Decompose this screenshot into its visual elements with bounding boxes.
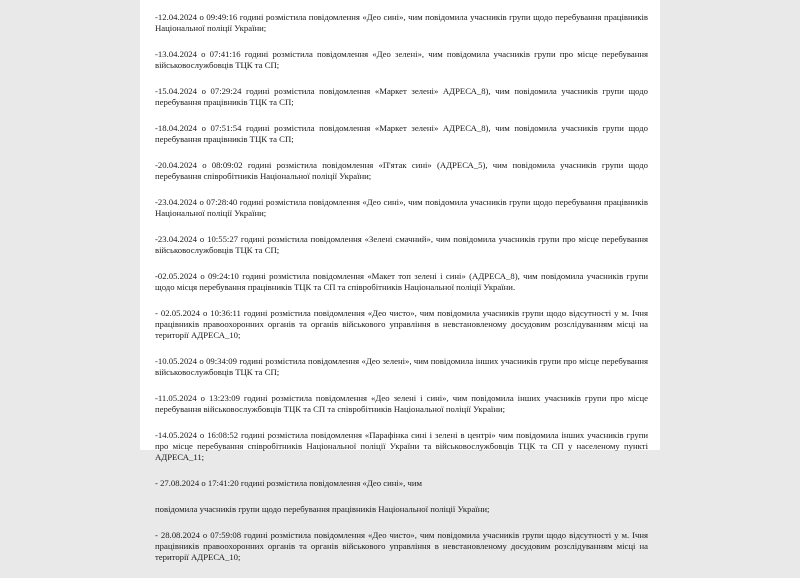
paragraph-12: -14.05.2024 о 16:08:52 годині розмістила повідомлення «Парафінка сині і зелені в центрі» чим повідомила інших учасників групи про місце перебування співробітників Національної поліції України та військовослужбовців ТЦК та СП у населеному пункті АДРЕСА_11;: [155, 430, 648, 462]
paragraph-2: -13.04.2024 о 07:41:16 годині розмістила повідомлення «Део зелені», чим повідомила учасників групи про місце перебування військовослужбовців ТЦК та СП;: [155, 49, 648, 70]
paragraph-1: -12.04.2024 о 09:49:16 годині розмістила повідомлення «Део сині», чим повідомила учасників групи щодо перебування працівників Національної поліції України;: [155, 12, 648, 33]
paragraph-5: -20.04.2024 о 08:09:02 годині розмістила повідомлення «П'ятак сині» (АДРЕСА_5), чим повідомила учасників групи щодо перебування співробітників Національної поліції України;: [155, 160, 648, 181]
paragraph-10: -10.05.2024 о 09:34:09 годині розмістила повідомлення «Део зелені», чим повідомила інших учасників групи про місце перебування військовослужбовців ТЦК та СП;: [155, 356, 648, 377]
paragraph-15: - 28.08.2024 о 07:59:08 годині розмістила повідомлення «Део чисто», чим повідомила учасників групи щодо відсутності у м. Ічня працівників правоохоронних органів та органів військового управління в невстановленому досудовим розслідуванням місці на території АДРЕСА_10;: [155, 530, 648, 562]
paragraph-13: - 27.08.2024 о 17:41:20 годині розмістила повідомлення «Део сині», чим: [155, 478, 423, 488]
paragraph-4: -18.04.2024 о 07:51:54 годині розмістила повідомлення «Маркет зелені» АДРЕСА_8), чим повідомила учасників групи щодо перебування працівників ТЦК та СП;: [155, 123, 648, 144]
paragraph-3: -15.04.2024 о 07:29:24 годині розмістила повідомлення «Маркет зелені» АДРЕСА_8), чим повідомила учасників групи щодо перебування працівників ТЦК та СП;: [155, 86, 648, 107]
paragraph-6: -23.04.2024 о 07:28:40 годині розмістила повідомлення «Део сині», чим повідомила учасників групи щодо перебування працівників Національної поліції України;: [155, 197, 648, 218]
paragraph-9: - 02.05.2024 о 10:36:11 годині розмістила повідомлення «Део чисто», чим повідомила учасників групи щодо відсутності у м. Ічня працівників правоохоронних органів та органів військового управління в невстановленому досудовим розслідуванням місці на території АДРЕСА_10;: [155, 308, 648, 340]
paragraph-14: повідомила учасників групи щодо перебування працівників Національної поліції України;: [155, 504, 490, 514]
paragraph-11: -11.05.2024 о 13:23:09 годині розмістила повідомлення «Део зелені і сині», чим повідомила інших учасників групи про місце перебування військовослужбовців ТЦК та СП та співробітників Національної поліції України;: [155, 393, 648, 414]
paragraph-8: -02.05.2024 о 09:24:10 годині розмістила повідомлення «Макет топ зелені і сині» (АДРЕСА_8), чим повідомила учасників групи щодо місця перебування працівників ТЦК та СП та співробітників Національної поліції України.: [155, 271, 648, 292]
document-page: [140, 0, 660, 562]
paragraph-7: -23.04.2024 о 10:55:27 годині розмістила повідомлення «Зелені смачний», чим повідомила учасників групи про місце перебування військовослужбовців ТЦК та СП;: [155, 234, 648, 255]
document-body: [155, 12, 648, 578]
